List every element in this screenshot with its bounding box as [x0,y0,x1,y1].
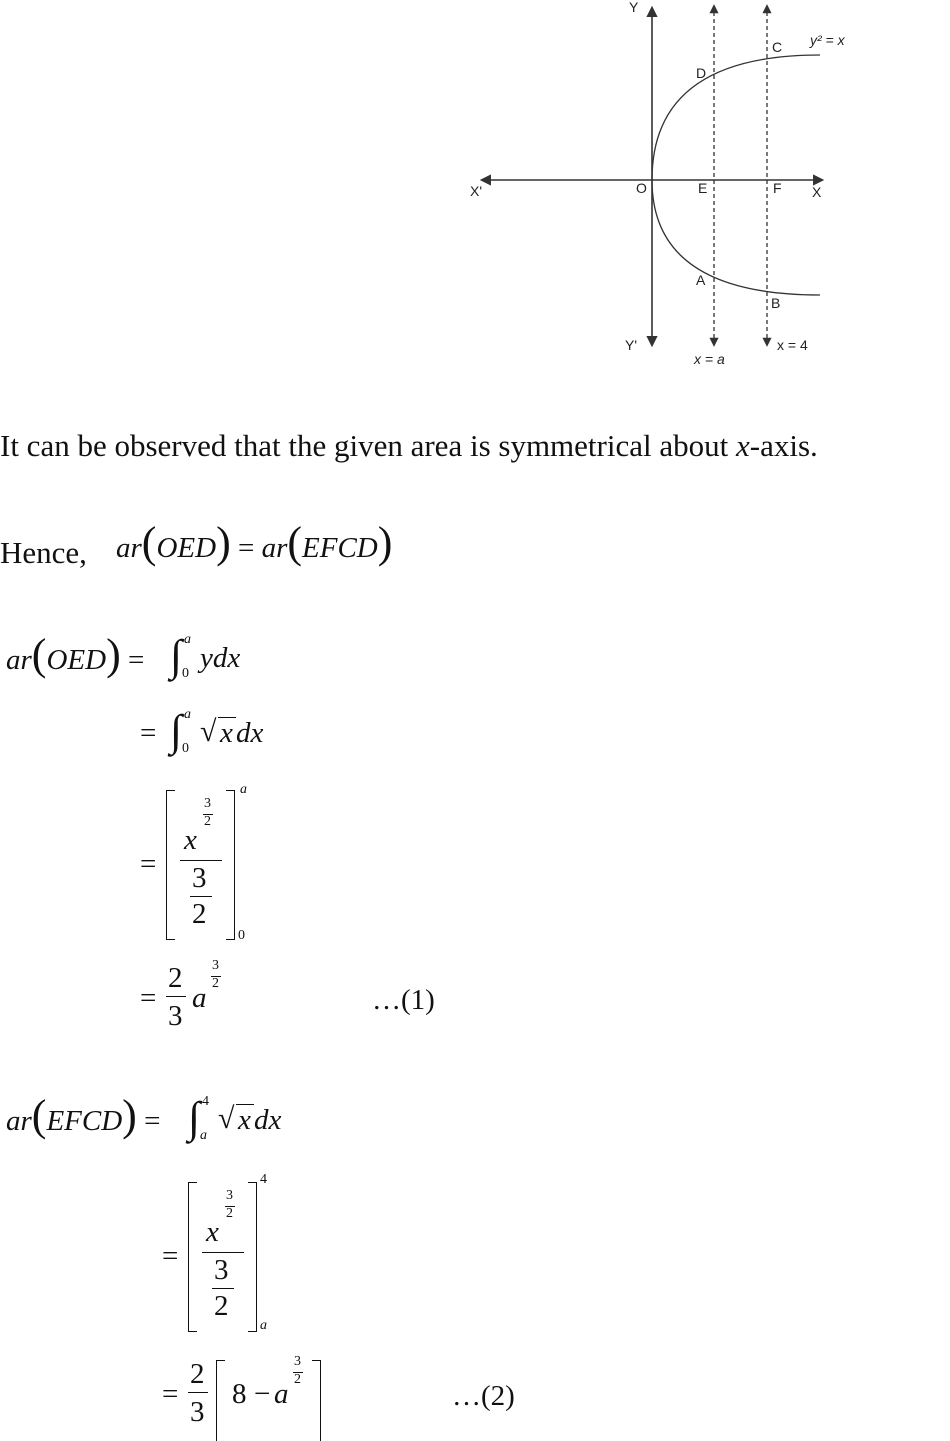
oed-line-2: = ∫ a 0 √ x dx [140,706,264,756]
efcd-line-2: = 4 a x 3 2 3 2 [162,1172,267,1333]
point-f-label: F [773,180,782,196]
x-axis-right-label: X [812,184,822,200]
x-axis-left-label: X' [470,183,483,199]
symmetry-statement: It can be observed that the given area is symmetrical about x-axis. [0,428,818,463]
oed-line-3: = a 0 x 3 2 3 2 [140,782,247,943]
parabola-region-figure [462,0,862,368]
equation-number-1: …(1) [372,984,435,1016]
line-4-label: x = 4 [777,337,808,353]
y-axis-top-label: Y [629,0,639,15]
point-a-label: A [696,272,706,288]
line-a-label: x = a [694,351,725,367]
point-e-label: E [698,180,708,196]
equation-number-2: …(2) [452,1380,515,1412]
y-axis-bottom-label: Y' [625,337,638,353]
equality-statement: ar(OED) = ar(EFCD) [116,518,393,567]
oed-line-4: = 2 3 a 3 2 …(1) [140,958,435,1032]
curve-label: y² = x [810,32,845,48]
oed-integral-1: ∫ a 0 ydx [170,631,241,681]
point-o-label: O [636,180,647,196]
efcd-line-3: = 2 3 8 − a 3 2 …(2) [162,1352,562,1437]
point-c-label: C [772,39,783,55]
point-b-label: B [771,295,781,311]
efcd-integral: ∫ 4 a √ x dx [188,1093,282,1143]
efcd-line-1: ar(EFCD) = [6,1091,161,1140]
point-d-label: D [696,65,707,81]
oed-line-1: ar(OED) = [6,630,145,679]
parabola-curve [652,55,820,295]
hence-label: Hence, [0,535,87,570]
